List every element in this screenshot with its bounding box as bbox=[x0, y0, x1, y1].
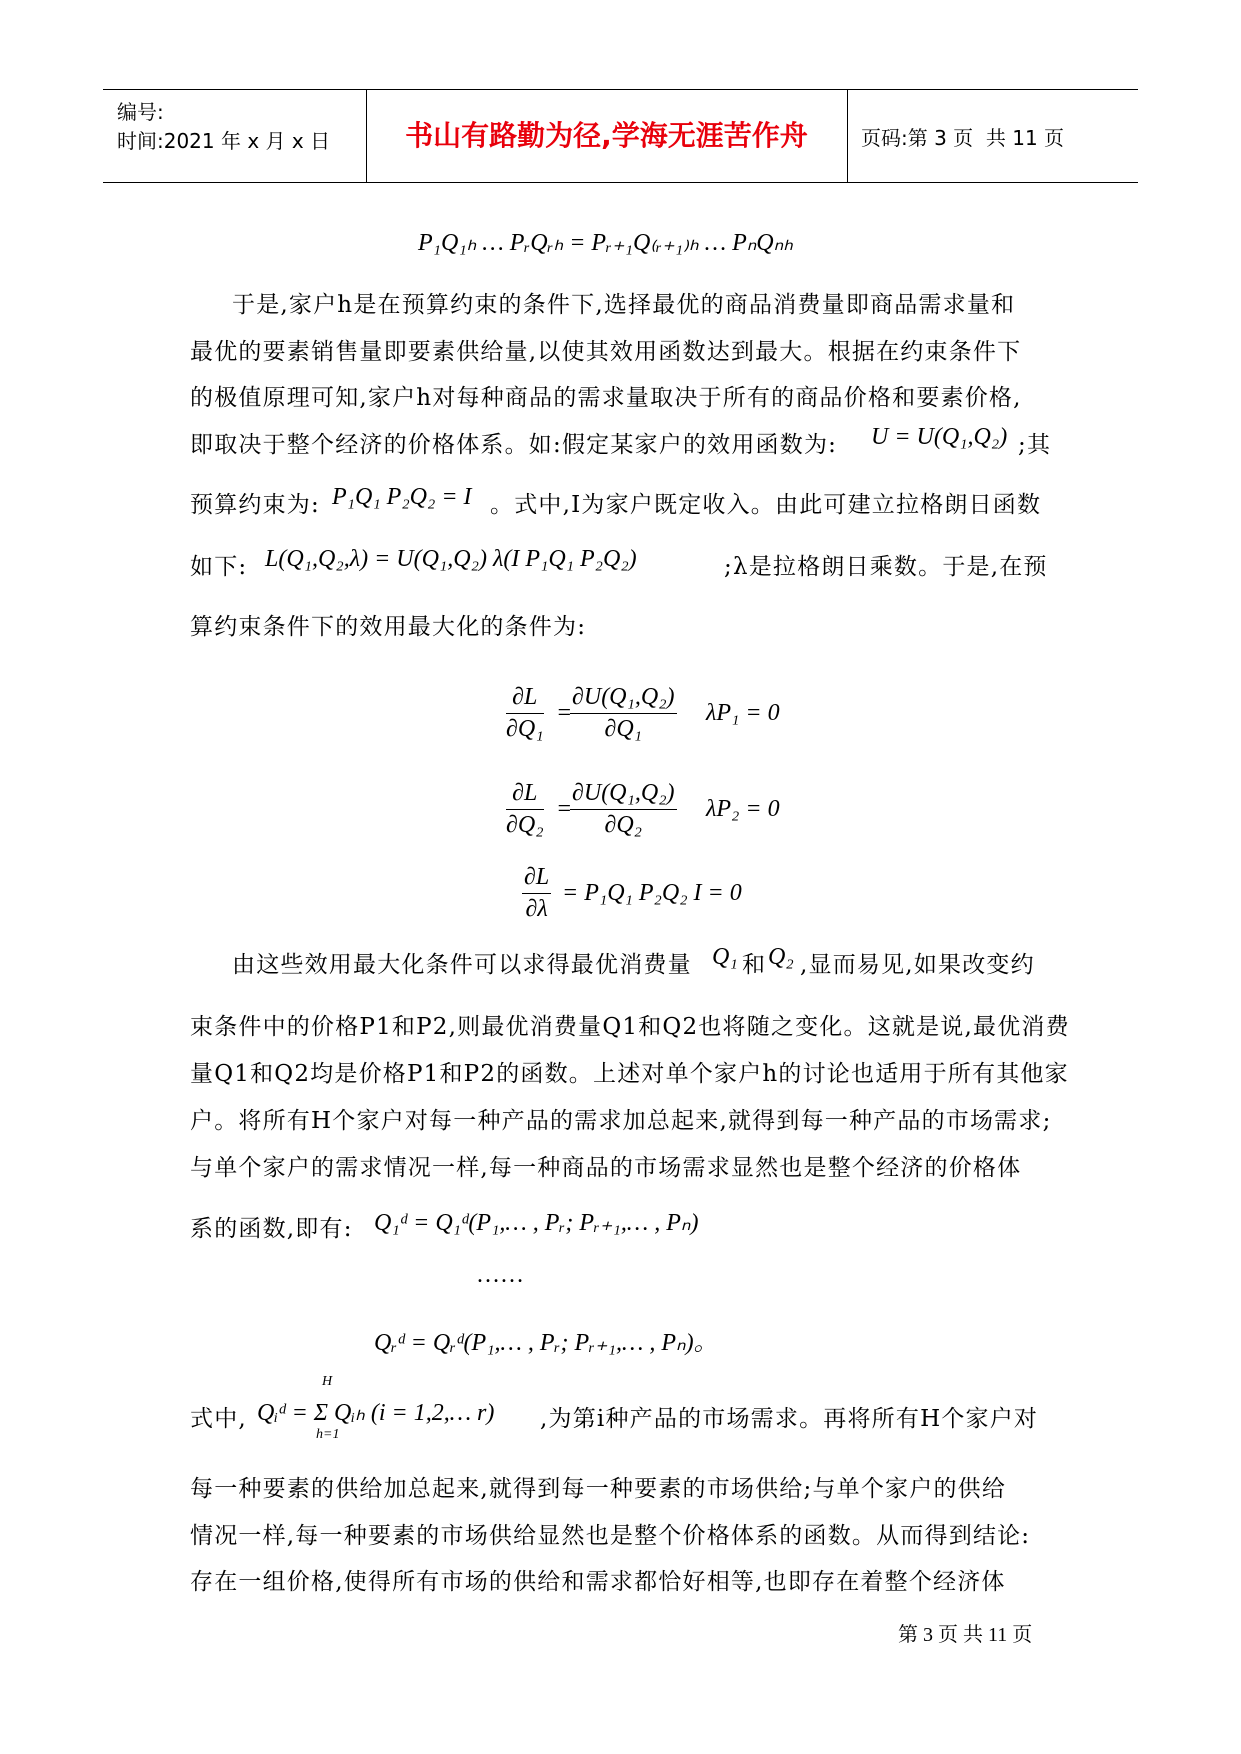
paragraph-line: 户。将所有H个家户对每一种产品的需求加总起来,就得到每一种产品的市场需求; bbox=[190, 1108, 1052, 1134]
fraction-denominator: ∂Q₂ bbox=[506, 812, 544, 838]
header-page-label: 页码:第 3 页 共 11 页 bbox=[861, 126, 1065, 150]
lagrangian-function: L(Q₁,Q₂,λ) = U(Q₁,Q₂) λ(I P₁Q₁ P₂Q₂) bbox=[265, 546, 637, 572]
paragraph-line: 系的函数,即有: bbox=[190, 1216, 353, 1242]
paragraph-line: 情况一样,每一种要素的市场供给显然也是整个价格体系的函数。从而得到结论: bbox=[190, 1523, 1031, 1549]
fraction-numerator: ∂L bbox=[506, 684, 544, 714]
header-divider bbox=[847, 90, 848, 182]
paragraph-line: 的极值原理可知,家户h对每种商品的需求量取决于所有的商品价格和要素价格, bbox=[190, 385, 1022, 411]
paragraph-line: 最优的要素销售量即要素供给量,以使其效用函数达到最大。根据在约束条件下 bbox=[190, 339, 1022, 365]
sum-upper-limit: H bbox=[322, 1374, 333, 1389]
fraction-denominator: ∂Q₂ bbox=[604, 812, 643, 838]
header-meta bbox=[117, 98, 330, 156]
foc-rest: = P₁Q₁ P₂Q₂ I = 0 bbox=[562, 880, 742, 906]
paragraph-line: ,为第i种产品的市场需求。再将所有H个家户对 bbox=[540, 1406, 1039, 1432]
paragraph-line: 于是,家户h是在预算约束的条件下,选择最优的商品消费量即商品需求量和 bbox=[232, 292, 1016, 318]
paragraph-line: 束条件中的价格P1和P2,则最优消费量Q1和Q2也将随之变化。这就是说,最优消费 bbox=[190, 1014, 1070, 1040]
paragraph-line: 。式中,I为家户既定收入。由此可建立拉格朗日函数 bbox=[490, 492, 1042, 518]
fraction-numerator: ∂L bbox=[506, 780, 544, 810]
paragraph-line: ;其 bbox=[1018, 432, 1052, 458]
paragraph-line: 和 bbox=[742, 952, 767, 978]
math-q1: Q₁ bbox=[712, 944, 738, 970]
paragraph-line: 存在一组价格,使得所有市场的供给和需求都恰好相等,也即存在着整个经济体 bbox=[190, 1569, 1006, 1595]
fraction-numerator: ∂U(Q₁,Q₂) bbox=[570, 684, 677, 714]
fraction-numerator: ∂L bbox=[522, 864, 551, 894]
budget-equation-top: P₁Q₁ₕ … PᵣQᵣₕ = Pᵣ₊₁Q₍ᵣ₊₁₎ₕ … PₙQₙₕ bbox=[418, 230, 793, 256]
paragraph-line: 量Q1和Q2均是价格P1和P2的函数。上述对单个家户h的讨论也适用于所有其他家 bbox=[190, 1061, 1069, 1087]
budget-constraint: P₁Q₁ P₂Q₂ = I bbox=[332, 484, 472, 510]
paragraph-line: 算约束条件下的效用最大化的条件为: bbox=[190, 614, 587, 640]
fraction-denominator: ∂Q₁ bbox=[604, 716, 643, 742]
paragraph-line: 每一种要素的供给加总起来,就得到每一种要素的市场供给;与单个家户的供给 bbox=[190, 1476, 1007, 1502]
market-demand-sum: Qᵢᵈ = Σ Qᵢₕ (i = 1,2,… r) bbox=[257, 1400, 495, 1426]
foc-rest: λP₁ = 0 bbox=[706, 700, 780, 726]
sum-lower-limit: h=1 bbox=[316, 1427, 340, 1442]
market-demand-eq-1: Q₁ᵈ = Q₁ᵈ(P₁,… , Pᵣ; Pᵣ₊₁,… , Pₙ) bbox=[374, 1210, 699, 1236]
document-time-label: 时间:2021 年 x 月 x 日 bbox=[117, 129, 331, 153]
market-demand-eq-r: Qᵣᵈ = Qᵣᵈ(P₁,… , Pᵣ; Pᵣ₊₁,… , Pₙ)。 bbox=[374, 1330, 718, 1356]
utility-function: U = U(Q₁,Q₂) bbox=[871, 424, 1008, 450]
paragraph-line: 预算约束为: bbox=[190, 492, 320, 518]
page-header bbox=[103, 89, 1138, 183]
paragraph-line: 由这些效用最大化条件可以求得最优消费量 bbox=[232, 952, 692, 978]
page-footer: 第 3 页 共 11 页 bbox=[898, 1624, 1033, 1646]
paragraph-line: 如下: bbox=[190, 554, 248, 580]
paragraph-line: 即取决于整个经济的价格体系。如:假定某家户的效用函数为: bbox=[190, 432, 838, 458]
math-q2: Q₂ bbox=[768, 944, 794, 970]
paragraph-line: ,显而易见,如果改变约 bbox=[800, 952, 1035, 978]
document-number-label: 编号: bbox=[117, 100, 164, 124]
fraction-numerator: ∂U(Q₁,Q₂) bbox=[570, 780, 677, 810]
header-motto: 书山有路勤为径,学海无涯苦作舟 bbox=[405, 119, 808, 152]
foc-rest: λP₂ = 0 bbox=[706, 796, 780, 822]
paragraph-line: 与单个家户的需求情况一样,每一种商品的市场需求显然也是整个经济的价格体 bbox=[190, 1155, 1022, 1181]
fraction-denominator: ∂Q₁ bbox=[506, 716, 544, 742]
paragraph-line: 式中, bbox=[190, 1406, 247, 1432]
ellipsis: …… bbox=[476, 1262, 524, 1288]
paragraph-line: ;λ是拉格朗日乘数。于是,在预 bbox=[724, 554, 1048, 580]
fraction-denominator: ∂λ bbox=[525, 896, 548, 922]
